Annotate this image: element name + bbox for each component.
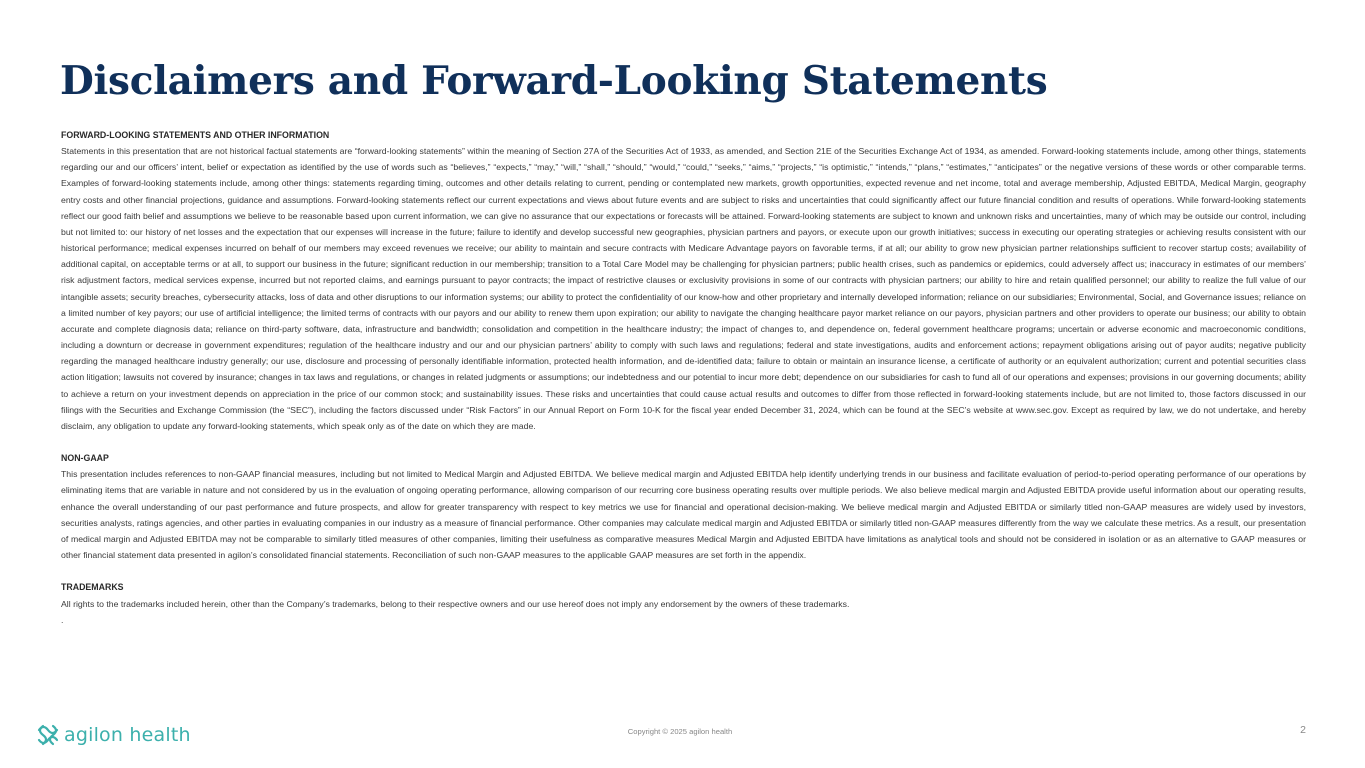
page-title: Disclaimers and Forward-Looking Statements: [60, 58, 1048, 104]
agilon-health-logo: [35, 721, 191, 749]
copyright-notice: Copyright © 2025 agilon health: [627, 727, 733, 736]
page-number: 2: [1300, 724, 1306, 736]
trailing-period: .: [61, 614, 64, 625]
section-spacer: [61, 434, 1306, 450]
disclaimer-body: [61, 127, 1306, 628]
agilon-knot-icon: [35, 722, 61, 748]
logo-wordmark: agilon health: [64, 724, 191, 746]
trademarks-heading: TRADEMARKS: [61, 582, 124, 593]
forward-looking-paragraph: Statements in this presentation that are not historical factual statements are “forward-looking statements” within the meaning of Section 27A of the Securities Act of 1933, as amended, and Section 21E of the Securities Exchange Act of 1934, as amended. Forward-looking statements include, among other things, statements regarding our and our officers’ intent, belief or expectation as identified by the use of words such as “believes,” “expects,” “may,” “will,” “shall,” “should,” “would,” “could,” “seeks,” “aims,” “projects,” “is optimistic,” “intends,” “plans,” “estimates,” “anticipates” or the negative versions of these words or other comparable terms. Examples of forward-looking statements include, among other things: statements regarding timing, outcomes and other details relating to current, pending or contemplated new markets, growth opportunities, expected revenue and net income, total and average membership, Adjusted EBITDA, Medical Margin, geography entry costs and other financial projections, guidance and assumptions. Forward-looking statements reflect our current expectations and views about future events and are subject to risks and uncertainties that could significantly affect our future financial condition and results of operations. While forward-looking statements reflect our good faith belief and assumptions we believe to be reasonable based upon current information, we can give no assurance that our expectations or forecasts will be attained. Forward-looking statements are subject to known and unknown risks and uncertainties, many of which may be outside our control, including but not limited to: our history of net losses and the expectation that our expenses will increase in the future; failure to identify and develop successful new geographies, physician partners and payors, or execute upon our growth initiatives; success in executing our operating strategies or achieving results consistent with our historical performance; medical expenses incurred on behalf of our members may exceed revenues we receive; our ability to maintain and secure contracts with Medicare Advantage payors on favorable terms, if at all; our ability to grow new physician partner relationships sufficient to recover startup costs; availability of additional capital, on acceptable terms or at all, to support our business in the future; significant reduction in our membership; transition to a Total Care Model may be challenging for physician partners; public health crises, such as pandemics or epidemics, could adversely affect us; inaccuracy in estimates of our members’ risk adjustment factors, medical services expense, incurred but not reported claims, and earnings pursuant to payor contracts; the impact of restrictive clauses or exclusivity provisions in some of our contracts with physician partners; our ability to hire and retain qualified personnel; our ability to realize the full value of our intangible assets; security breaches, cybersecurity attacks, loss of data and other disruptions to our information systems; our ability to protect the confidentiality of our know-how and other proprietary and internally developed information; reliance on our subsidiaries; Environmental, Social, and Governance issues; reliance on a limited number of key payors; our use of artificial intelligence; the limited terms of contracts with our payors and our ability to renew them upon expiration; our ability to navigate the changing healthcare payor market reliance on our payors, physician partners and other providers to operate our business; our ability to obtain accurate and complete diagnosis data; reliance on third-party software, data, infrastructure and bandwidth; consolidation and competition in the healthcare industry; the impact of changes to, and dependence on, federal government healthcare programs; uncertain or adverse economic and macroeconomic conditions, including a downturn or decrease in government expenditures; regulation of the healthcare industry and our and our physician partners’ ability to comply with such laws and regulations; federal and state investigations, audits and enforcement actions; repayment obligations arising out of payor audits; negative publicity regarding the managed healthcare industry generally; our use, disclosure and processing of personally identifiable information, protected health information, and de-identified data; failure to obtain or maintain an insurance license, a certificate of authority or an equivalent authorization; current and potential securities class action litigation; lawsuits not covered by insurance; changes in tax laws and regulations, or changes in related judgments or assumptions; our indebtedness and our potential to incur more debt; dependence on our subsidiaries for cash to fund all of our operations and expenses; provisions in our governing documents; ability to achieve a return on your investment depends on appreciation in the price of our common stock; and sustainability issues. These risks and uncertainties that could cause actual results and outcomes to differ from those reflected in forward-looking statements include, but are not limited to, those factors discussed in our filings with the Securities and Exchange Commission (the “SEC”), including the factors discussed under “Risk Factors” in our Annual Report on Form 10-K for the fiscal year ended December 31, 2024, which can be found at the SEC’s website at www.sec.gov. Except as required by law, we do not undertake, and hereby disclaim, any obligation to update any forward-looking statements, which speak only as of the date on which they are made.: [61, 146, 1306, 431]
section-spacer: [61, 563, 1306, 579]
forward-looking-heading: FORWARD-LOOKING STATEMENTS AND OTHER INFORMATION: [61, 130, 330, 140]
non-gaap-paragraph: This presentation includes references to non-GAAP financial measures, including but not limited to Medical Margin and Adjusted EBITDA. We believe medical margin and Adjusted EBITDA help identify underlying trends in our business and facilitate evaluation of period-to-period operating performance of our operations by eliminating items that are variable in nature and not considered by us in the evaluation of ongoing operating performance, allowing comparison of our recurring core business operating results over multiple periods. We also believe medical margin and Adjusted EBITDA provide useful information about our operating results, enhance the overall understanding of our past performance and future prospects, and allow for greater transparency with respect to key metrics we use for financial and operational decision-making. We believe medical margin and Adjusted EBITDA or similarly titled non-GAAP measures are widely used by investors, securities analysts, ratings agencies, and other parties in evaluating companies in our industry as a measure of financial performance. Other companies may calculate medical margin and Adjusted EBITDA or similarly titled non-GAAP measures differently from the way we calculate these metrics. As a result, our presentation of medical margin and Adjusted EBITDA may not be comparable to similarly titled measures of other companies, limiting their usefulness as comparative measures Medical Margin and Adjusted EBITDA have limitations as analytical tools and should not be considered in isolation or as an alternative to GAAP measures or other financial statement data presented in agilon’s consolidated financial statements. Reconciliation of such non-GAAP measures to the applicable GAAP measures are set forth in the appendix.: [61, 469, 1306, 561]
non-gaap-heading: NON-GAAP: [61, 453, 109, 464]
trademarks-paragraph: All rights to the trademarks included herein, other than the Company’s trademarks, belong to their respective owners and our use hereof does not imply any endorsement by the owners of these trademarks.: [61, 598, 850, 609]
